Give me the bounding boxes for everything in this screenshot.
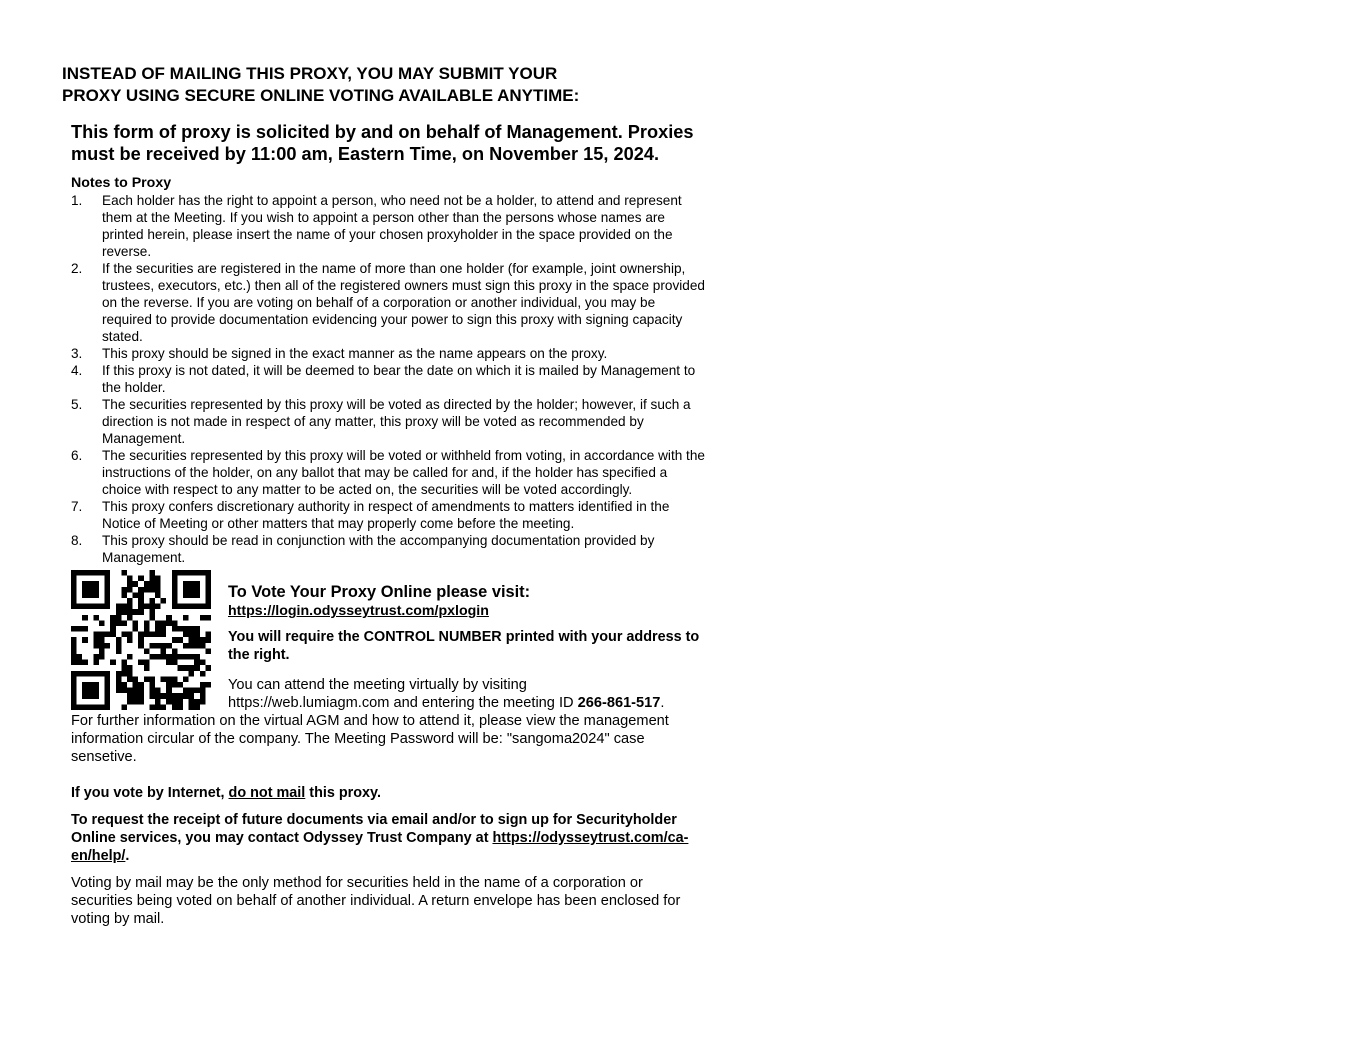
online-voting-header [62, 63, 682, 107]
attend-line-2 [228, 694, 706, 712]
note-number: 5. [71, 397, 83, 412]
help-link[interactable]: https://odysseytrust.com/ca-en/help/ [71, 830, 689, 864]
online-vote-info [228, 570, 706, 664]
header-line-1: INSTEAD OF MAILING THIS PROXY, YOU MAY SUBMIT YOUR [62, 64, 558, 83]
attend-line-2-suffix: . [660, 695, 665, 711]
note-number: 1. [71, 193, 83, 208]
internet-vote-note [71, 784, 706, 802]
note-item [71, 192, 706, 260]
online-vote-link[interactable]: https://login.odysseytrust.com/pxlogin [228, 603, 489, 619]
note-number: 3. [71, 346, 83, 361]
note-number: 6. [71, 448, 83, 463]
note-text: This proxy should be signed in the exact manner as the name appears on the proxy. [102, 346, 608, 361]
request-suffix: . [125, 848, 130, 864]
note-item [71, 498, 706, 532]
note-item [71, 345, 706, 362]
note-text: If this proxy is not dated, it will be deemed to bear the date on which it is mailed by Management to the holder. [102, 363, 696, 395]
request-text: To request the receipt of future documents via email and/or to sign up for Securityholder Online services, you may contact Odyssey Trust Company at [71, 812, 677, 846]
meeting-id: 266-861-517 [577, 695, 661, 711]
notes-list [71, 192, 706, 566]
internet-note-suffix: this proxy. [305, 785, 381, 801]
note-text: This proxy confers discretionary authority in respect of amendments to matters identified in the Notice of Meeting or other matters that may properly come before the meeting. [102, 499, 670, 531]
note-number: 4. [71, 363, 83, 378]
solicitation-statement: This form of proxy is solicited by and on behalf of Management. Proxies must be received by 11:00 am, Eastern Time, on November 15, 2024. [71, 122, 694, 164]
note-item [71, 532, 706, 566]
header-line-2: PROXY USING SECURE ONLINE VOTING AVAILABLE ANYTIME: [62, 86, 580, 105]
attend-url-text: https://web.lumiagm.com and entering the meeting ID [228, 695, 578, 711]
qr-modules [71, 570, 211, 710]
online-vote-block [71, 570, 706, 766]
note-text: This proxy should be read in conjunction with the accompanying documentation provided by Management. [102, 533, 655, 565]
note-text: If the securities are registered in the name of more than one holder (for example, joint ownership, trustees, executors, etc.) then all of the registered owners must sign this proxy in the space provided on the reverse. If you are voting on behalf of a corporation or another individual, you may be required to provide documentation evidencing your power to sign this proxy with signing capacity stated. [102, 261, 705, 344]
attend-line-1: You can attend the meeting virtually by visiting [228, 677, 527, 693]
online-vote-title: To Vote Your Proxy Online please visit: [228, 583, 531, 601]
control-number-note: You will require the CONTROL NUMBER printed with your address to the right. [228, 629, 700, 663]
note-number: 2. [71, 261, 83, 276]
proxy-content [71, 121, 706, 928]
attend-details: For further information on the virtual AGM and how to attend it, please view the management information circular of the company. The Meeting Password will be: "sangoma2024" case sensetive. [71, 713, 669, 765]
notes-title: Notes to Proxy [71, 175, 172, 191]
note-item [71, 396, 706, 447]
note-text: The securities represented by this proxy will be voted as directed by the holder; however, if such a direction is not made in respect of any matter, this proxy will be voted as recommended by Management. [102, 397, 691, 446]
note-item [71, 260, 706, 345]
note-number: 8. [71, 533, 83, 548]
note-text: The securities represented by this proxy will be voted or withheld from voting, in accordance with the instructions of the holder, on any ballot that may be called for and, if the holder has specified a choice with respect to any matter to be acted on, the securities will be voted accordingly. [102, 448, 705, 497]
note-text: Each holder has the right to appoint a person, who need not be a holder, to attend and represent them at the Meeting. If you wish to appoint a person other than the persons whose names are printed herein, please insert the name of your chosen proxyholder in the space provided on the reverse. [102, 193, 682, 259]
note-item [71, 447, 706, 498]
mail-voting-note: Voting by mail may be the only method for securities held in the name of a corporation or securities being voted on behalf of another individual. A return envelope has been enclosed for voting by mail. [71, 875, 681, 927]
future-documents-note [71, 811, 706, 865]
note-item [71, 362, 706, 396]
qr-code-icon[interactable] [71, 570, 211, 710]
note-number: 7. [71, 499, 83, 514]
do-not-mail-text: do not mail [228, 785, 306, 801]
internet-note-prefix: If you vote by Internet, [71, 785, 229, 801]
